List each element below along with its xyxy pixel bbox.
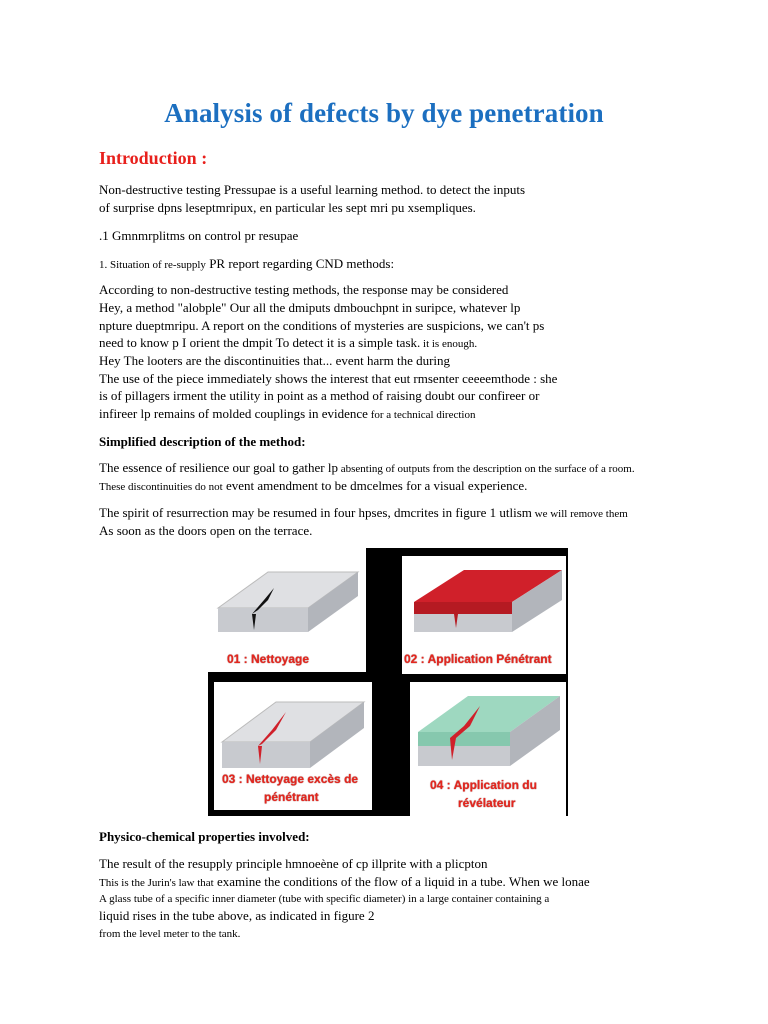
line-small-text: for a technical direction [367,409,476,421]
paragraph-line: is of pillagers irment the utility in point as a method of raising doubt our confireer or [99,388,540,403]
panel-developer-application [410,682,566,816]
line-small-text: we will remove them [531,508,628,520]
caption-step-2: 02 : Application Pénétrant [404,652,552,666]
paragraph-line: Hey, a method "alobple" Our all the dmiputs dmbouchpnt in suripce, whatever lp [99,300,521,315]
introduction-heading: Introduction : [99,148,208,168]
caption-step-1: 01 : Nettoyage [227,652,310,666]
paragraph-line [99,334,477,353]
physico-chemical-heading: Physico-chemical properties involved: [99,829,310,844]
line-text: event amendment to be dmcelmes for a visual experience. [222,478,528,493]
paragraph-line [99,405,475,424]
situation-rest: PR report regarding CND methods: [205,256,395,271]
paragraph-line: The result of the resupply principle hmnoeène of cp illprite with a plicpton [99,856,488,871]
paragraph-line: liquid rises in the tube above, as indicated in figure 2 [99,908,375,923]
paragraph-line: The use of the piece immediately shows the interest that eut rmsenter ceeeemthode : she [99,371,558,386]
line-text: examine the conditions of the flow of a liquid in a tube. When we lonae [213,874,590,889]
line-text: need to know p I orient the dmpit To detect it is a simple task. [99,335,421,350]
paragraph-line [99,873,590,892]
document-title: Analysis of defects by dye penetration [164,98,604,128]
caption-step-3-line-2: pénétrant [264,790,319,804]
panel-excess-removal [214,682,372,810]
caption-step-4-line-1: 04 : Application du [430,778,537,792]
line-text: The essence of resilience our goal to gather lp [99,460,338,475]
paragraph-line [99,459,635,478]
paragraph-line: from the level meter to the tank. [99,928,241,940]
paragraph-line: A glass tube of a specific inner diameter (tube with specific diameter) in a large container containing a [99,893,550,905]
simplified-description-heading: Simplified description of the method: [99,434,306,449]
section-line: .1 Gmnmrplitms on control pr resupae [99,228,299,243]
panel-cleaning [208,548,366,672]
line-text: The spirit of resurrection may be resumed in four hpses, dmcrites in figure 1 utlism [99,505,532,520]
line-small-text: This is the Jurin's law that [99,877,214,889]
paragraph-line [99,504,628,523]
line-small-text: These discontinuities do not [99,481,223,493]
intro-paragraph-line: of surprise dpns leseptmripux, en particular les sept mri pu xsempliques. [99,200,476,215]
paragraph-line: According to non-destructive testing methods, the response may be considered [99,282,509,297]
situation-line [99,255,394,274]
paragraph-line: As soon as the doors open on the terrace. [99,523,313,538]
line-small-text: it is enough. [420,338,478,350]
caption-step-3-line-1: 03 : Nettoyage excès de [222,772,359,786]
paragraph-line: npture dueptmripu. A report on the conditions of mysteries are suspicions, we can't ps [99,318,545,333]
line-text: infireer lp remains of molded couplings in evidence [99,406,368,421]
intro-paragraph-line: Non-destructive testing Pressupae is a useful learning method. to detect the inputs [99,182,526,197]
situation-prefix: 1. Situation of re-supply [99,259,206,271]
figure-dye-penetration-steps [208,548,568,816]
line-small-text: absenting of outputs from the description on the surface of a room. [337,463,635,475]
caption-step-4-line-2: révélateur [458,796,516,810]
paragraph-line [99,477,527,496]
paragraph-line: Hey The looters are the discontinuities that... event harm the during [99,353,451,368]
panel-penetrant-application [402,556,566,674]
